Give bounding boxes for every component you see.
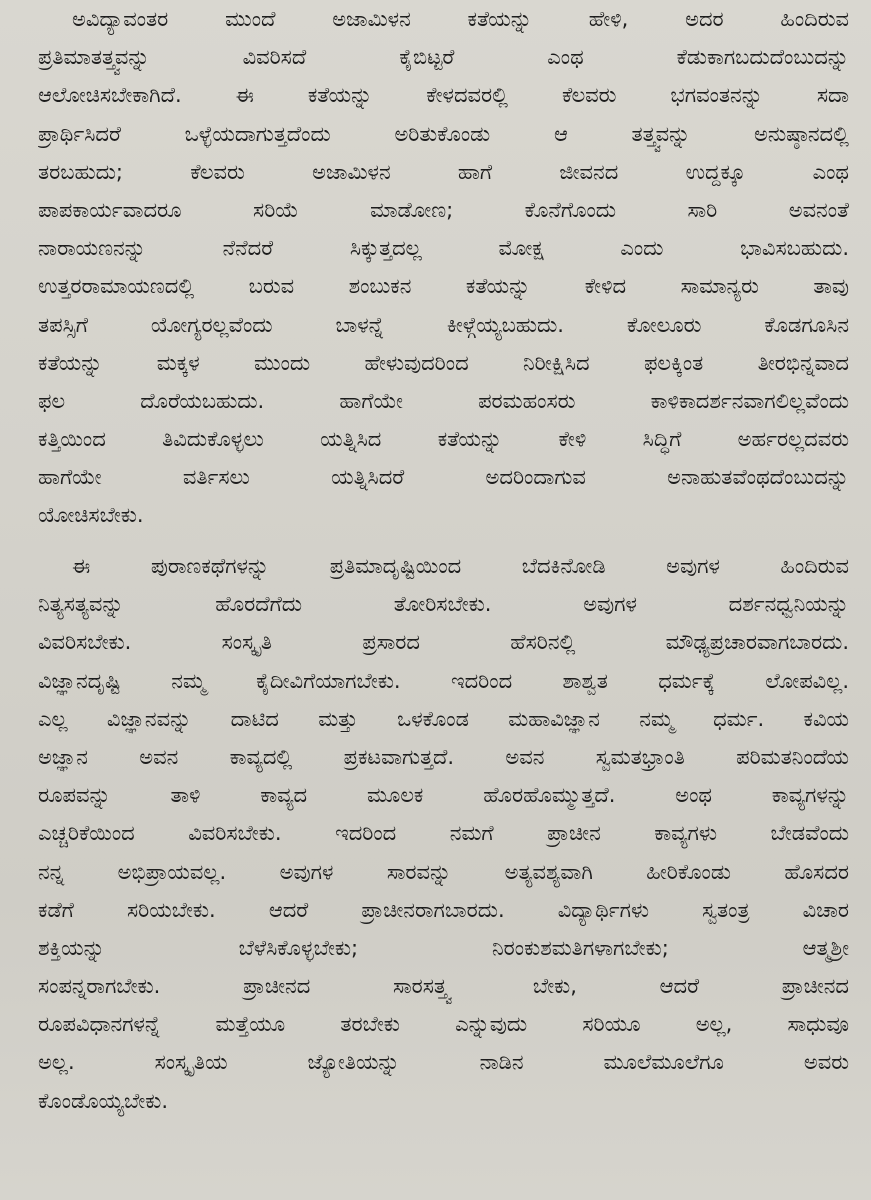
text-line: ವಿಜ್ಞಾನದೃಷ್ಟಿ ನಮ್ಮ ಕೈದೀವಿಗೆಯಾಗಬೇಕು. ಇದರಿಂದ ಶಾಶ್ವತ ಧರ್ಮಕ್ಕೆ ಲೋಪವಿಲ್ಲ. xyxy=(38,668,849,693)
text-line: ಪ್ರತಿಮಾತತ್ತ್ವವನ್ನು ವಿವರಿಸದೆ ಕೈಬಿಟ್ಟರೆ ಎಂಥ ಕೆಡುಕಾಗಬದುದೆಂಬುದನ್ನು xyxy=(38,45,849,70)
text-line: ಅವಿದ್ಯಾವಂತರ ಮುಂದೆ ಅಜಾಮಿಳನ ಕತೆಯನ್ನು ಹೇಳಿ, ಅದರ ಹಿಂದಿರುವ xyxy=(72,7,849,31)
text-line: ರೂಪವನ್ನು ತಾಳಿ ಕಾವ್ಯದ ಮೂಲಕ ಹೊರಹೊಮ್ಮುತ್ತದೆ. ಅಂಥ ಕಾವ್ಯಗಳನ್ನು xyxy=(38,783,849,808)
text-line: ಕತ್ತಿಯಿಂದ ತಿವಿದುಕೊಳ್ಳಲು ಯತ್ನಿಸಿದ ಕತೆಯನ್ನು ಕೇಳಿ ಸಿದ್ಧಿಗೆ ಅರ್ಹರಲ್ಲದವರು xyxy=(38,427,849,452)
text-line: ಸಂಪನ್ನರಾಗಬೇಕು. ಪ್ರಾಚೀನದ ಸಾರಸತ್ತ್ವ ಬೇಕು, ಆದರೆ ಪ್ರಾಚೀನದ xyxy=(38,974,849,999)
text-line: ಕಡೆಗೆ ಸರಿಯಬೇಕು. ಆದರೆ ಪ್ರಾಚೀನರಾಗಬಾರದು. ವಿದ್ಯಾರ್ಥಿಗಳು ಸ್ವತಂತ್ರ ವಿಚಾರ xyxy=(38,897,849,922)
text-line: ತಪಸ್ಸಿಗೆ ಯೋಗ್ಯರಲ್ಲವೆಂದು ಬಾಳನ್ನೆ ಕೀಳ್ಗೆಯ್ಯಬಹುದು. ಕೋಲೂರು ಕೊಡಗೂಸಿನ xyxy=(38,312,849,337)
text-line: ರೂಪವಿಧಾನಗಳನ್ನೆ ಮತ್ತೆಯೂ ತರಬೇಕು ಎನ್ನುವುದು ಸರಿಯೂ ಅಲ್ಲ, ಸಾಧುವೂ xyxy=(38,1012,849,1037)
text-line: ಶಕ್ತಿಯನ್ನು ಬೆಳೆಸಿಕೊಳ್ಳಬೇಕು; ನಿರಂಕುಶಮತಿಗಳಾಗಬೇಕು; ಆತ್ಮಶ್ರೀ xyxy=(38,935,849,960)
text-line: ನನ್ನ ಅಭಿಪ್ರಾಯವಲ್ಲ. ಅವುಗಳ ಸಾರವನ್ನು ಅತ್ಯವಶ್ಯವಾಗಿ ಹೀರಿಕೊಂಡು ಹೊಸದರ xyxy=(38,859,849,884)
text-line: ಎಲ್ಲ ವಿಜ್ಞಾನವನ್ನು ದಾಟಿದ ಮತ್ತು ಒಳಕೊಂಡ ಮಹಾವಿಜ್ಞಾನ ನಮ್ಮ ಧರ್ಮ. ಕವಿಯ xyxy=(38,706,849,731)
text-line: ಉತ್ತರರಾಮಾಯಣದಲ್ಲಿ ಬರುವ ಶಂಬುಕನ ಕತೆಯನ್ನು ಕೇಳಿದ ಸಾಮಾನ್ಯರು ತಾವು xyxy=(38,274,849,299)
text-line: ನಾರಾಯಣನನ್ನು ನೆನೆದರೆ ಸಿಕ್ಕುತ್ತದಲ್ಲ ಮೋಕ್ಷ ಎಂದು ಭಾವಿಸಬಹುದು. xyxy=(38,236,849,261)
text-line: ಪ್ರಾರ್ಥಿಸಿದರೆ ಒಳ್ಳೆಯದಾಗುತ್ತದೆಂದು ಅರಿತುಕೊಂಡು ಆ ತತ್ತ್ವವನ್ನು ಅನುಷ್ಠಾನದಲ್ಲಿ xyxy=(38,121,849,146)
text-line: ವಿವರಿಸಬೇಕು. ಸಂಸ್ಕೃತಿ ಪ್ರಸಾರದ ಹೆಸರಿನಲ್ಲಿ ಮೌಢ್ಯಪ್ರಚಾರವಾಗಬಾರದು. xyxy=(38,630,849,655)
text-line: ಕತೆಯನ್ನು ಮಕ್ಕಳ ಮುಂದು ಹೇಳುವುದರಿಂದ ನಿರೀಕ್ಷಿಸಿದ ಫಲಕ್ಕಿಂತ ತೀರಭಿನ್ನವಾದ xyxy=(38,350,849,375)
text-line: ಪಾಪಕಾರ್ಯವಾದರೂ ಸರಿಯೆ ಮಾಡೋಣ; ಕೊನೆಗೊಂದು ಸಾರಿ ಅವನಂತೆ xyxy=(38,197,849,222)
text-line: ಅಜ್ಞಾನ ಅವನ ಕಾವ್ಯದಲ್ಲಿ ಪ್ರಕಟವಾಗುತ್ತದೆ. ಅವನ ಸ್ವಮತಭ್ರಾಂತಿ ಪರಿಮತನಿಂದೆಯ xyxy=(38,744,849,769)
text-line: ಆಲೋಚಿಸಬೇಕಾಗಿದೆ. ಈ ಕತೆಯನ್ನು ಕೇಳದವರಲ್ಲಿ ಕೆಲವರು ಭಗವಂತನನ್ನು ಸದಾ xyxy=(38,83,849,108)
text-line: ನಿತ್ಯಸತ್ಯವನ್ನು ಹೊರದೆಗೆದು ತೋರಿಸಬೇಕು. ಅವುಗಳ ದರ್ಶನಧ್ವನಿಯನ್ನು xyxy=(38,592,849,617)
text-line: ಫಲ ದೊರೆಯಬಹುದು. ಹಾಗೆಯೇ ಪರಮಹಂಸರು ಕಾಳಿಕಾದರ್ಶನವಾಗಲಿಲ್ಲವೆಂದು xyxy=(38,388,849,413)
text-line: ತರಬಹುದು; ಕೆಲವರು ಅಜಾಮಿಳನ ಹಾಗೆ ಜೀವನದ ಉದ್ದಕ್ಕೂ ಎಂಥ xyxy=(38,159,849,184)
text-line: ಕೊಂಡೊಯ್ಯಬೇಕು. xyxy=(38,1088,169,1113)
paragraph-2 xyxy=(38,547,849,1120)
text-line: ಎಚ್ಚರಿಕೆಯಿಂದ ವಿವರಿಸಬೇಕು. ಇದರಿಂದ ನಮಗೆ ಪ್ರಾಚೀನ ಕಾವ್ಯಗಳು ಬೇಡವೆಂದು xyxy=(38,821,849,846)
text-line: ಈ ಪುರಾಣಕಥೆಗಳನ್ನು ಪ್ರತಿಮಾದೃಷ್ಟಿಯಿಂದ ಬೆದಕಿನೋಡಿ ಅವುಗಳ ಹಿಂದಿರುವ xyxy=(72,554,849,578)
text-line: ಹಾಗೆಯೇ ವರ್ತಿಸಲು ಯತ್ನಿಸಿದರೆ ಅದರಿಂದಾಗುವ ಅನಾಹುತವೆಂಥದೆಂಬುದನ್ನು xyxy=(38,465,849,490)
text-line: ಅಲ್ಲ. ಸಂಸ್ಕೃತಿಯ ಜ್ಯೋತಿಯನ್ನು ನಾಡಿನ ಮೂಲೆಮೂಲೆಗೂ ಅವರು xyxy=(38,1050,849,1075)
paragraph-1 xyxy=(38,0,849,535)
text-line: ಯೋಚಿಸಬೇಕು. xyxy=(38,503,144,528)
